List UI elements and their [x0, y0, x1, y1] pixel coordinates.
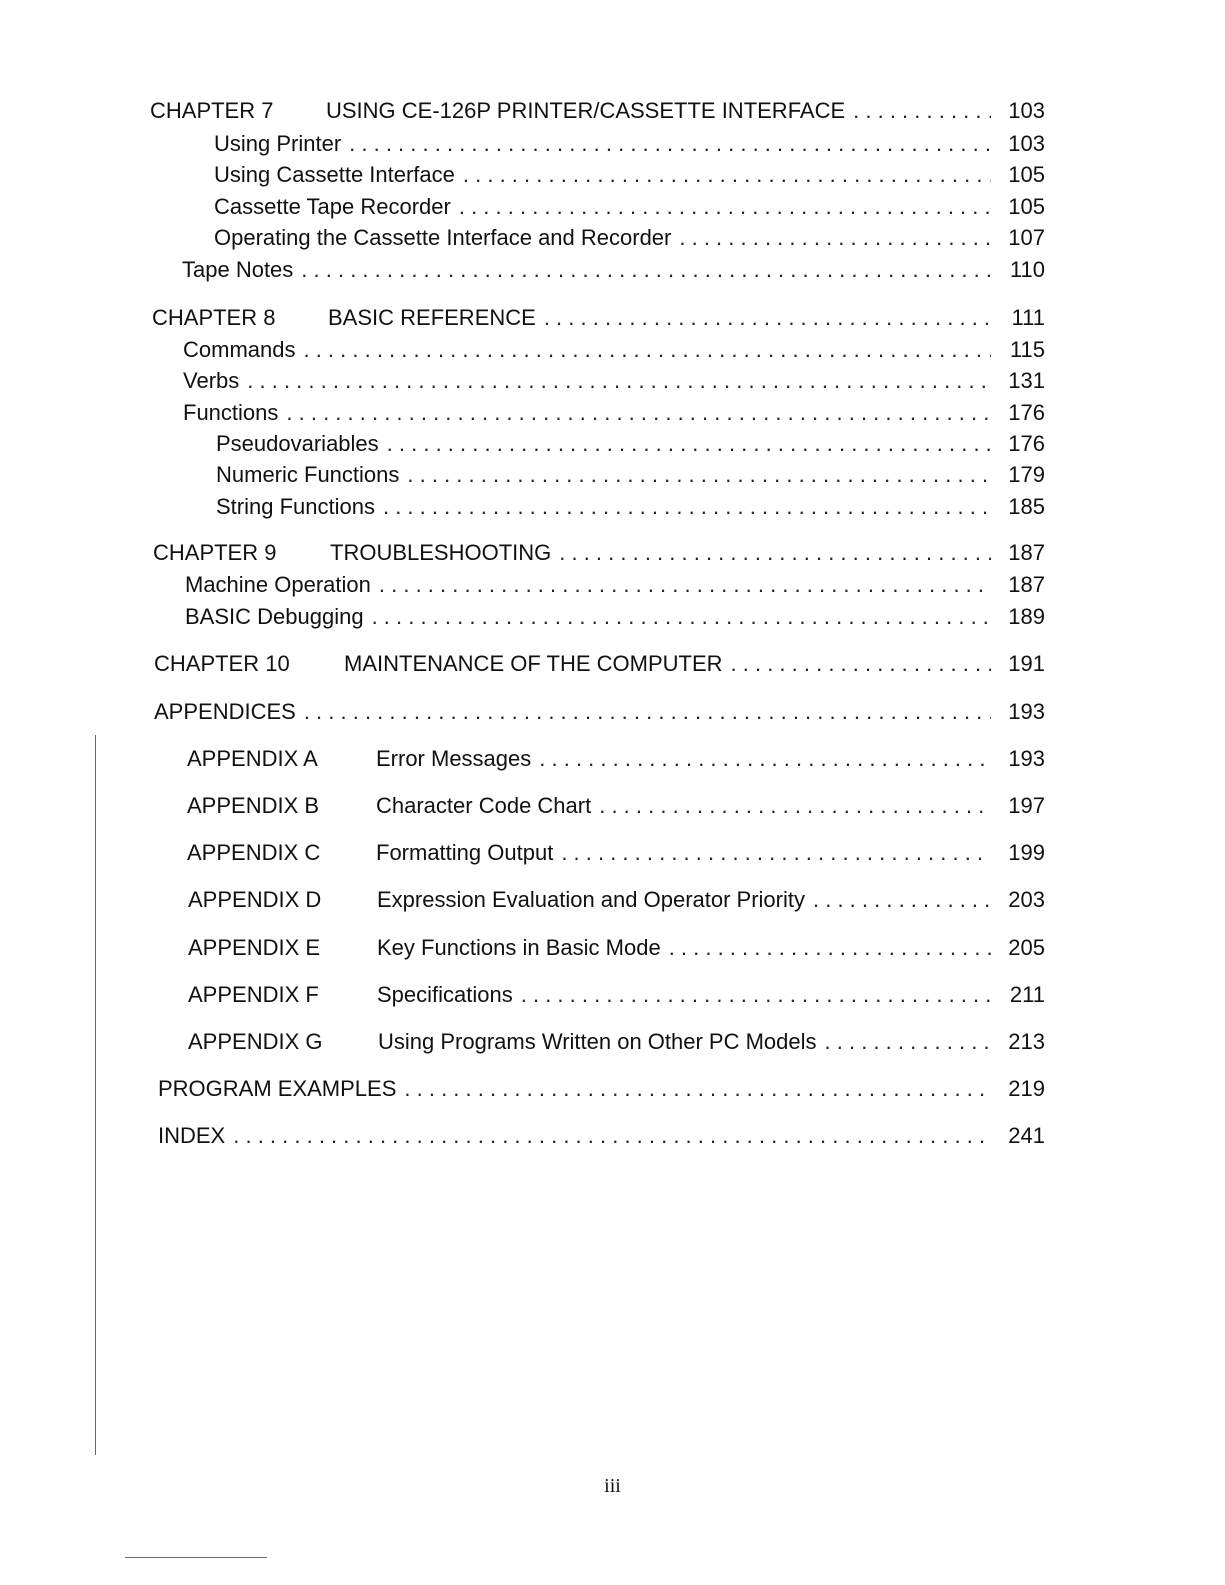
- entry-title: Pseudovariables: [216, 431, 379, 456]
- entry-title: Operating the Cassette Interface and Recorder: [214, 225, 672, 250]
- appendix-title: Specifications: [377, 982, 513, 1007]
- leader-dots: [853, 98, 991, 124]
- toc-entry[interactable]: [183, 400, 1045, 426]
- leader-dots: [825, 1029, 991, 1055]
- leader-dots: [813, 887, 991, 913]
- leader-dots: [247, 368, 991, 394]
- entry-title: BASIC Debugging: [185, 604, 364, 629]
- appendix-label: APPENDIX A: [187, 746, 318, 771]
- page-number: 193: [1008, 746, 1045, 771]
- toc-entry[interactable]: [183, 368, 1045, 394]
- page-number: 105: [1008, 162, 1045, 187]
- leader-dots: [233, 1123, 991, 1149]
- page-number: 193: [1008, 699, 1045, 724]
- chapter-label: CHAPTER 10: [154, 651, 290, 676]
- toc-appendix-b[interactable]: [187, 793, 1045, 819]
- entry-title: Functions: [183, 400, 279, 425]
- toc-entry[interactable]: [216, 431, 1045, 457]
- page-footer-number: iii: [604, 1475, 621, 1497]
- page-number: 176: [1008, 400, 1045, 425]
- chapter-title: TROUBLESHOOTING: [330, 540, 552, 565]
- leader-dots: [559, 540, 991, 566]
- leader-dots: [304, 699, 991, 725]
- chapter-label: CHAPTER 9: [153, 540, 277, 565]
- leader-dots: [383, 494, 991, 520]
- toc-index[interactable]: [158, 1123, 1045, 1149]
- page-number: 103: [1008, 131, 1045, 156]
- toc-entry[interactable]: [216, 494, 1045, 520]
- leader-dots: [407, 462, 991, 488]
- appendix-title: Key Functions in Basic Mode: [377, 935, 661, 960]
- chapter-title: USING CE-126P PRINTER/CASSETTE INTERFACE: [326, 98, 846, 123]
- scan-margin-line: [95, 735, 96, 1455]
- entry-title: Numeric Functions: [216, 462, 400, 487]
- page-number: 199: [1008, 840, 1045, 865]
- leader-dots: [459, 194, 991, 220]
- page-number: 191: [1008, 651, 1045, 676]
- appendix-title: Formatting Output: [376, 840, 554, 865]
- toc-appendix-c[interactable]: [187, 840, 1045, 866]
- page-number: 213: [1008, 1029, 1045, 1054]
- toc-entry[interactable]: [183, 337, 1045, 363]
- page-number: 131: [1008, 368, 1045, 393]
- leader-dots: [286, 400, 991, 426]
- toc-chapter-8[interactable]: [152, 305, 1045, 331]
- toc-entry[interactable]: [185, 572, 1045, 598]
- entry-title: Cassette Tape Recorder: [214, 194, 451, 219]
- page-number: 205: [1008, 935, 1045, 960]
- entry-title: Tape Notes: [182, 257, 294, 282]
- leader-dots: [372, 604, 991, 630]
- chapter-label: CHAPTER 8: [152, 305, 276, 330]
- page-number: 219: [1008, 1076, 1045, 1101]
- leader-dots: [599, 793, 991, 819]
- appendix-title: Expression Evaluation and Operator Priority: [377, 887, 805, 912]
- leader-dots: [669, 935, 991, 961]
- page-number: 187: [1008, 540, 1045, 565]
- page-number: 111: [1011, 305, 1045, 330]
- toc-entry[interactable]: [214, 194, 1045, 220]
- page-number: 185: [1008, 494, 1045, 519]
- toc-chapter-10[interactable]: [154, 651, 1045, 677]
- toc-appendix-f[interactable]: [188, 982, 1045, 1008]
- entry-title: INDEX: [158, 1123, 226, 1148]
- page-number: 107: [1008, 225, 1045, 250]
- toc-appendix-e[interactable]: [188, 935, 1045, 961]
- page-number: 203: [1008, 887, 1045, 912]
- toc-chapter-7[interactable]: [150, 98, 1045, 124]
- chapter-title: MAINTENANCE OF THE COMPUTER: [344, 651, 723, 676]
- appendix-label: APPENDIX G: [188, 1029, 323, 1054]
- leader-dots: [561, 840, 991, 866]
- appendix-title: Character Code Chart: [376, 793, 592, 818]
- entry-title: APPENDICES: [154, 699, 296, 724]
- leader-dots: [404, 1076, 991, 1102]
- appendix-label: APPENDIX D: [188, 887, 322, 912]
- toc-appendix-a[interactable]: [187, 746, 1045, 772]
- leader-dots: [539, 746, 991, 772]
- entry-title: Verbs: [183, 368, 240, 393]
- appendix-title: Error Messages: [376, 746, 532, 771]
- leader-dots: [349, 131, 991, 157]
- appendix-label: APPENDIX B: [187, 793, 320, 818]
- page-number: 211: [1009, 982, 1045, 1007]
- page-number: 189: [1008, 604, 1045, 629]
- leader-dots: [679, 225, 991, 251]
- page-number: 110: [1009, 257, 1045, 282]
- chapter-label: CHAPTER 7: [150, 98, 274, 123]
- leader-dots: [303, 337, 991, 363]
- page-number: 197: [1008, 793, 1045, 818]
- entry-title: Commands: [183, 337, 296, 362]
- leader-dots: [387, 431, 991, 457]
- entry-title: String Functions: [216, 494, 375, 519]
- entry-title: PROGRAM EXAMPLES: [158, 1076, 397, 1101]
- page-number: 103: [1008, 98, 1045, 123]
- appendix-label: APPENDIX C: [187, 840, 321, 865]
- toc-chapter-9[interactable]: [153, 540, 1045, 566]
- toc-entry[interactable]: [214, 131, 1045, 157]
- appendix-label: APPENDIX F: [188, 982, 319, 1007]
- page-number: 105: [1008, 194, 1045, 219]
- toc-entry[interactable]: [214, 225, 1045, 251]
- toc-appendix-g[interactable]: [188, 1029, 1045, 1055]
- scan-bottom-line: [125, 1557, 267, 1558]
- chapter-title: BASIC REFERENCE: [328, 305, 536, 330]
- entry-title: Using Printer: [214, 131, 342, 156]
- page-number: 187: [1008, 572, 1045, 597]
- page-number: 179: [1008, 462, 1045, 487]
- entry-title: Using Cassette Interface: [214, 162, 455, 187]
- page-number: 115: [1009, 337, 1045, 362]
- toc-entry[interactable]: [182, 257, 1045, 283]
- toc-entry[interactable]: [185, 604, 1045, 630]
- toc-appendix-d[interactable]: [188, 887, 1045, 913]
- entry-title: Machine Operation: [185, 572, 371, 597]
- leader-dots: [731, 651, 991, 677]
- leader-dots: [521, 982, 991, 1008]
- appendix-title: Using Programs Written on Other PC Models: [378, 1029, 817, 1054]
- toc-program-examples[interactable]: [158, 1076, 1045, 1102]
- toc-appendices[interactable]: [154, 699, 1045, 725]
- page-number: 176: [1008, 431, 1045, 456]
- appendix-label: APPENDIX E: [188, 935, 321, 960]
- leader-dots: [544, 305, 991, 331]
- toc-entry[interactable]: [214, 162, 1045, 188]
- page-number: 241: [1008, 1123, 1045, 1148]
- leader-dots: [463, 162, 991, 188]
- leader-dots: [301, 257, 991, 283]
- toc-entry[interactable]: [216, 462, 1045, 488]
- leader-dots: [379, 572, 991, 598]
